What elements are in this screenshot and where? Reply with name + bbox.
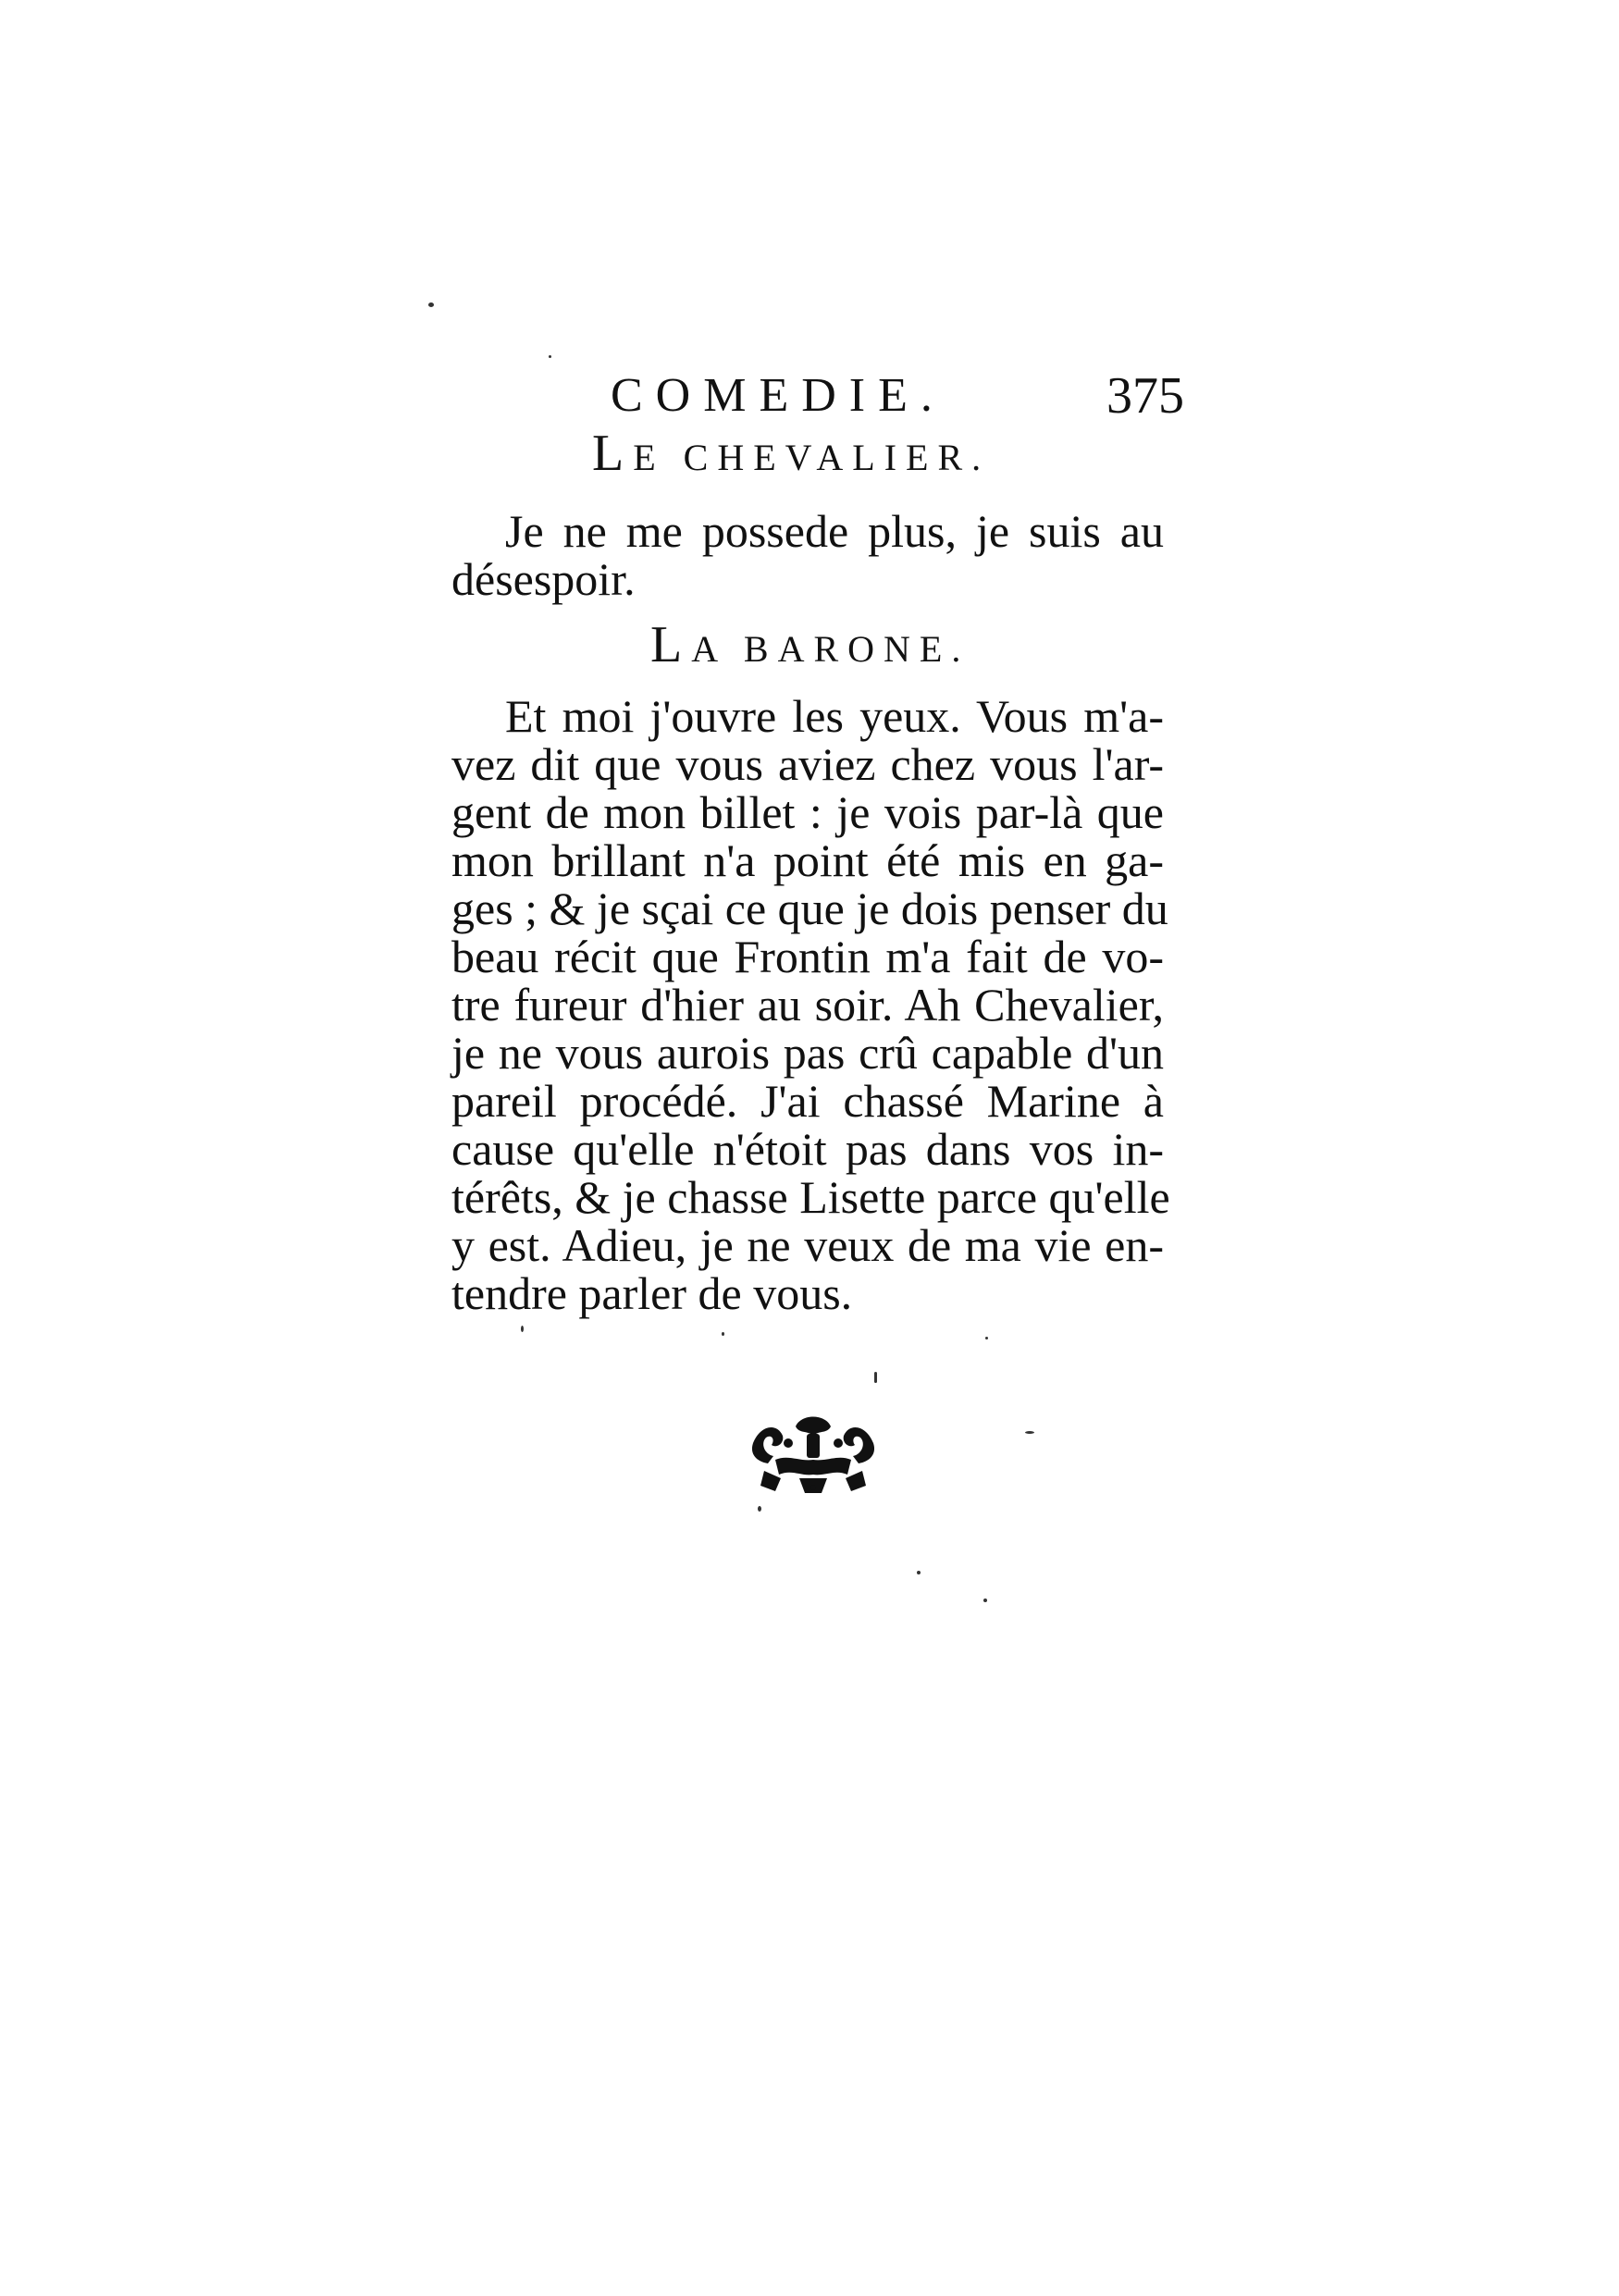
speaker-initial: L [650,616,692,673]
speaker-name [650,617,970,677]
print-speck [1025,1431,1034,1434]
text-line: vez dit que vous aviez chez vous l'ar- [451,738,1164,790]
text-line: cause qu'elle n'étoit pas dans vos in- [451,1123,1164,1175]
print-speck [428,302,434,307]
text-line: y est. Adieu, je ne veux de ma vie en- [451,1219,1164,1271]
text-line: beau récit que Frontin m'a fait de vo- [451,931,1164,982]
text-line: désespoir. [451,553,636,605]
print-speck [722,1332,724,1336]
print-speck [521,1326,524,1332]
text-line: tendre parler de vous. [451,1267,853,1319]
text-line: ges ; & je sçai ce que je dois penser du [451,883,1168,934]
print-speck [549,355,551,358]
speaker-rest: E CHEVALIER. [633,437,991,478]
speech-paragraph [451,507,1164,603]
print-speck [985,1337,988,1339]
print-speck [874,1372,877,1383]
running-title: COMEDIE. [611,369,945,422]
text-line: je ne vous aurois pas crû capable d'un [451,1027,1164,1079]
printers-ornament-icon [748,1406,879,1499]
page-number: 375 [1106,367,1184,425]
text-line: gent de mon billet : je vois par-là que [451,786,1164,838]
print-speck [917,1571,921,1574]
text-line: Je ne me possede plus, je suis au [505,505,1164,557]
speaker-rest: A BARONE. [691,628,970,670]
text-line: térêts, & je chasse Lisette parce qu'elle [451,1171,1170,1223]
print-speck [983,1599,987,1602]
text-line: tre fureur d'hier au soir. Ah Chevalier, [451,979,1164,1031]
text-line: pareil procédé. J'ai chassé Marine à [451,1075,1164,1127]
speaker-name [592,426,990,486]
running-head [592,359,1184,433]
text-line: Et moi j'ouvre les yeux. Vous m'a- [505,690,1164,742]
speaker-initial: L [592,425,634,482]
print-speck [758,1506,761,1512]
speech-paragraph [451,690,1170,1319]
text-line: mon brillant n'a point été mis en ga- [451,834,1164,886]
